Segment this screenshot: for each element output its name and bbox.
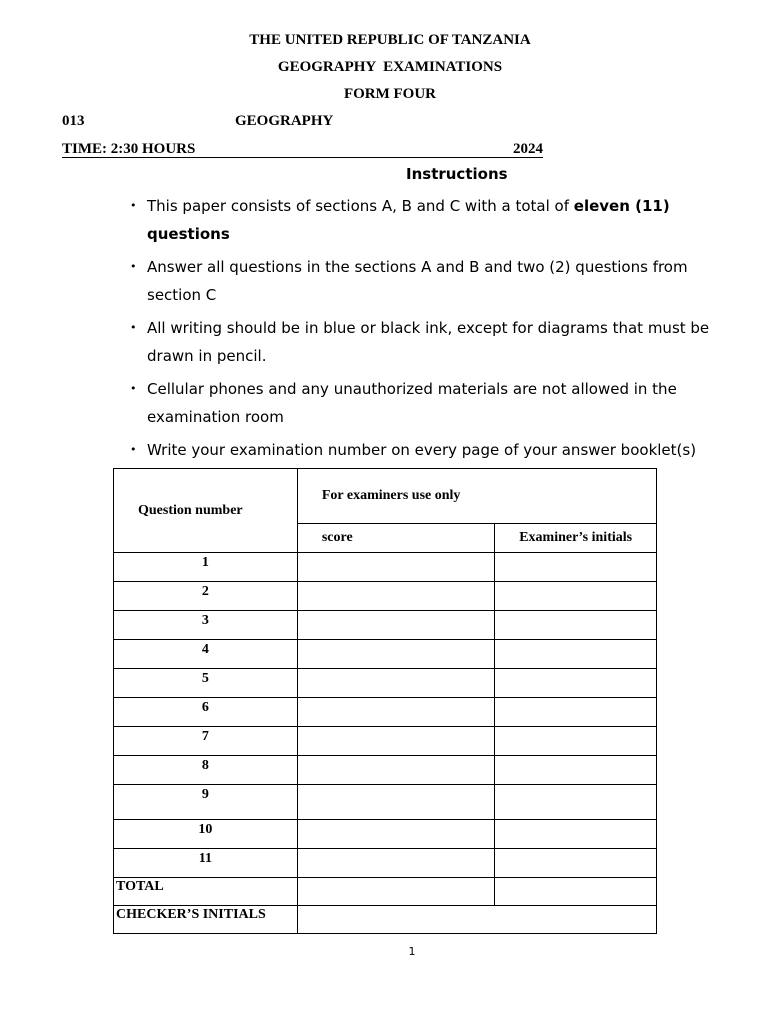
- list-item: [130, 192, 720, 248]
- examiner-initials-cell[interactable]: [495, 553, 657, 582]
- bullet-icon: •: [130, 321, 137, 334]
- score-cell[interactable]: [297, 698, 494, 727]
- checker-initials-label: CHECKER’S INITIALS: [114, 906, 298, 934]
- question-number-header: Question number: [114, 469, 298, 553]
- table-row: [114, 849, 657, 878]
- exam-heading: GEOGRAPHY EXAMINATIONS: [277, 59, 503, 75]
- table-row: [114, 785, 657, 820]
- exam-time: TIME: 2:30 HOURS: [62, 141, 196, 157]
- score-cell[interactable]: [297, 582, 494, 611]
- total-label: TOTAL: [114, 878, 298, 906]
- total-initials-cell[interactable]: [495, 878, 657, 906]
- instruction-text: This paper consists of sections A, B and C with a total of: [147, 197, 574, 215]
- examiner-initials-cell[interactable]: [495, 820, 657, 849]
- question-number-cell: 9: [114, 785, 298, 820]
- question-number-cell: 5: [114, 669, 298, 698]
- checker-row: [114, 906, 657, 934]
- bullet-icon: •: [130, 443, 137, 456]
- question-number-cell: 10: [114, 820, 298, 849]
- total-score-cell[interactable]: [297, 878, 494, 906]
- score-header: score: [297, 524, 494, 553]
- table-row: [114, 698, 657, 727]
- score-cell[interactable]: [297, 611, 494, 640]
- examiner-initials-cell[interactable]: [495, 698, 657, 727]
- bullet-icon: •: [130, 199, 137, 212]
- question-number-cell: 7: [114, 727, 298, 756]
- examiner-initials-cell[interactable]: [495, 785, 657, 820]
- form-heading: FORM FOUR: [343, 86, 437, 102]
- score-cell[interactable]: [297, 785, 494, 820]
- instruction-text: Answer all questions in the sections A and B and two (2) questions from section C: [147, 258, 688, 304]
- question-number-cell: 1: [114, 553, 298, 582]
- list-item: [130, 253, 720, 309]
- marks-table: [113, 468, 657, 934]
- instruction-text: Write your examination number on every page of your answer booklet(s): [147, 441, 697, 459]
- total-row: [114, 878, 657, 906]
- question-number-cell: 3: [114, 611, 298, 640]
- list-item: [130, 375, 720, 431]
- bullet-icon: •: [130, 260, 137, 273]
- examiner-initials-cell[interactable]: [495, 640, 657, 669]
- examiner-initials-header: Examiner’s initials: [495, 524, 657, 553]
- list-item: [130, 314, 720, 370]
- instruction-text: Cellular phones and any unauthorized materials are not allowed in the examination room: [147, 380, 677, 426]
- examiner-initials-cell[interactable]: [495, 849, 657, 878]
- examiners-use-header: For examiners use only: [297, 469, 656, 524]
- examiner-initials-cell[interactable]: [495, 611, 657, 640]
- table-row: [114, 669, 657, 698]
- examiner-initials-cell[interactable]: [495, 756, 657, 785]
- exam-year: 2024: [513, 141, 543, 157]
- score-cell[interactable]: [297, 820, 494, 849]
- table-row: [114, 640, 657, 669]
- table-row: [114, 553, 657, 582]
- bullet-icon: •: [130, 382, 137, 395]
- table-row: [114, 756, 657, 785]
- table-row: [114, 611, 657, 640]
- instructions-list: [130, 192, 720, 469]
- question-number-cell: 8: [114, 756, 298, 785]
- examiner-initials-cell[interactable]: [495, 669, 657, 698]
- question-number-cell: 4: [114, 640, 298, 669]
- score-cell[interactable]: [297, 640, 494, 669]
- instructions-title: Instructions: [406, 165, 508, 183]
- instruction-text: All writing should be in blue or black ink, except for diagrams that must be drawn in pencil.: [147, 319, 710, 365]
- question-number-cell: 6: [114, 698, 298, 727]
- list-item: [130, 436, 720, 464]
- instruction-emphasis: eleven (11) questions: [147, 197, 670, 243]
- score-cell[interactable]: [297, 756, 494, 785]
- examiner-initials-cell[interactable]: [495, 582, 657, 611]
- score-cell[interactable]: [297, 727, 494, 756]
- subject-code: 013: [62, 113, 85, 129]
- score-cell[interactable]: [297, 849, 494, 878]
- country-heading: THE UNITED REPUBLIC OF TANZANIA: [249, 32, 531, 48]
- page-number: 1: [408, 945, 416, 958]
- examiner-initials-cell[interactable]: [495, 727, 657, 756]
- time-row: [62, 141, 543, 158]
- table-row: [114, 820, 657, 849]
- score-cell[interactable]: [297, 553, 494, 582]
- table-row: [114, 727, 657, 756]
- checker-initials-cell[interactable]: [297, 906, 656, 934]
- question-number-cell: 11: [114, 849, 298, 878]
- question-number-cell: 2: [114, 582, 298, 611]
- score-cell[interactable]: [297, 669, 494, 698]
- table-row: [114, 582, 657, 611]
- subject-name: GEOGRAPHY: [235, 113, 334, 129]
